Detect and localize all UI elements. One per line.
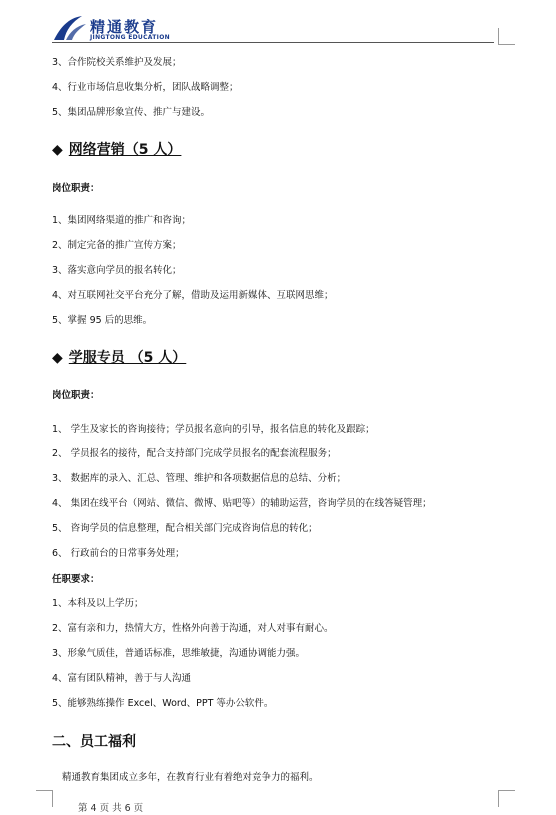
jingtong-logo bbox=[52, 14, 182, 42]
header-rule bbox=[52, 42, 494, 43]
duty-item: 1、集团网络渠道的推广和咨询； bbox=[52, 215, 192, 226]
section-heading-network: ◆ 网络营销（5 人） bbox=[52, 142, 182, 158]
duties-label: 岗位职责： bbox=[52, 183, 100, 194]
requirement-item: 1、本科及以上学历； bbox=[52, 598, 144, 609]
page-header bbox=[0, 0, 556, 48]
diamond-bullet-icon: ◆ bbox=[52, 350, 63, 366]
corner-mark-bottom-right bbox=[498, 790, 515, 807]
duty-item: 1、 学生及家长的咨询接待；学员报名意向的引导，报名信息的转化及跟踪； bbox=[52, 424, 375, 435]
intro-line: 5、集团品牌形象宣传、推广与建设。 bbox=[52, 107, 211, 118]
logo-mark-icon bbox=[52, 14, 88, 42]
diamond-bullet-icon: ◆ bbox=[52, 142, 63, 158]
duties-label: 岗位职责： bbox=[52, 390, 100, 401]
section-heading-benefits: 二、员工福利 bbox=[52, 734, 136, 750]
duty-item: 2、制定完备的推广宣传方案； bbox=[52, 240, 182, 251]
requirement-item: 3、形象气质佳，普通话标准，思维敏捷，沟通协调能力强。 bbox=[52, 648, 306, 659]
duty-item: 4、 集团在线平台（网站、微信、微博、贴吧等）的辅助运营，咨询学员的在线答疑管理； bbox=[52, 498, 432, 509]
requirement-item: 5、能够熟练操作 Excel、Word、PPT 等办公软件。 bbox=[52, 698, 274, 709]
section-heading-student: ◆ 学服专员 （5 人） bbox=[52, 350, 187, 366]
requirements-label: 任职要求： bbox=[52, 574, 100, 585]
logo-chinese-text: 精通教育 bbox=[90, 18, 159, 36]
duty-item: 2、 学员报名的接待，配合支持部门完成学员报名的配套流程服务； bbox=[52, 448, 337, 459]
duty-item: 3、 数据库的录入、汇总、管理、维护和各项数据信息的总结、分析； bbox=[52, 473, 347, 484]
requirement-item: 4、富有团队精神，善于与人沟通 bbox=[52, 673, 192, 684]
corner-mark-bottom-left bbox=[36, 790, 53, 807]
corner-mark-top-right bbox=[498, 28, 515, 45]
logo-english-text: JINGTONG EDUCATION bbox=[90, 34, 170, 41]
intro-line: 4、行业市场信息收集分析，团队战略调整； bbox=[52, 82, 239, 93]
intro-line: 3、合作院校关系维护及发展； bbox=[52, 57, 182, 68]
duty-item: 5、掌握 95 后的思维。 bbox=[52, 315, 153, 326]
duty-item: 6、 行政前台的日常事务处理； bbox=[52, 548, 185, 559]
duty-item: 5、 咨询学员的信息整理，配合相关部门完成咨询信息的转化； bbox=[52, 523, 318, 534]
page-number: 第 4 页 共 6 页 bbox=[78, 803, 144, 814]
benefits-text: 精通教育集团成立多年，在教育行业有着绝对竞争力的福利。 bbox=[62, 772, 319, 783]
duty-item: 4、对互联网社交平台充分了解，借助及运用新媒体、互联网思维； bbox=[52, 290, 334, 301]
duty-item: 3、落实意向学员的报名转化； bbox=[52, 265, 182, 276]
requirement-item: 2、富有亲和力，热情大方，性格外向善于沟通，对人对事有耐心。 bbox=[52, 623, 334, 634]
